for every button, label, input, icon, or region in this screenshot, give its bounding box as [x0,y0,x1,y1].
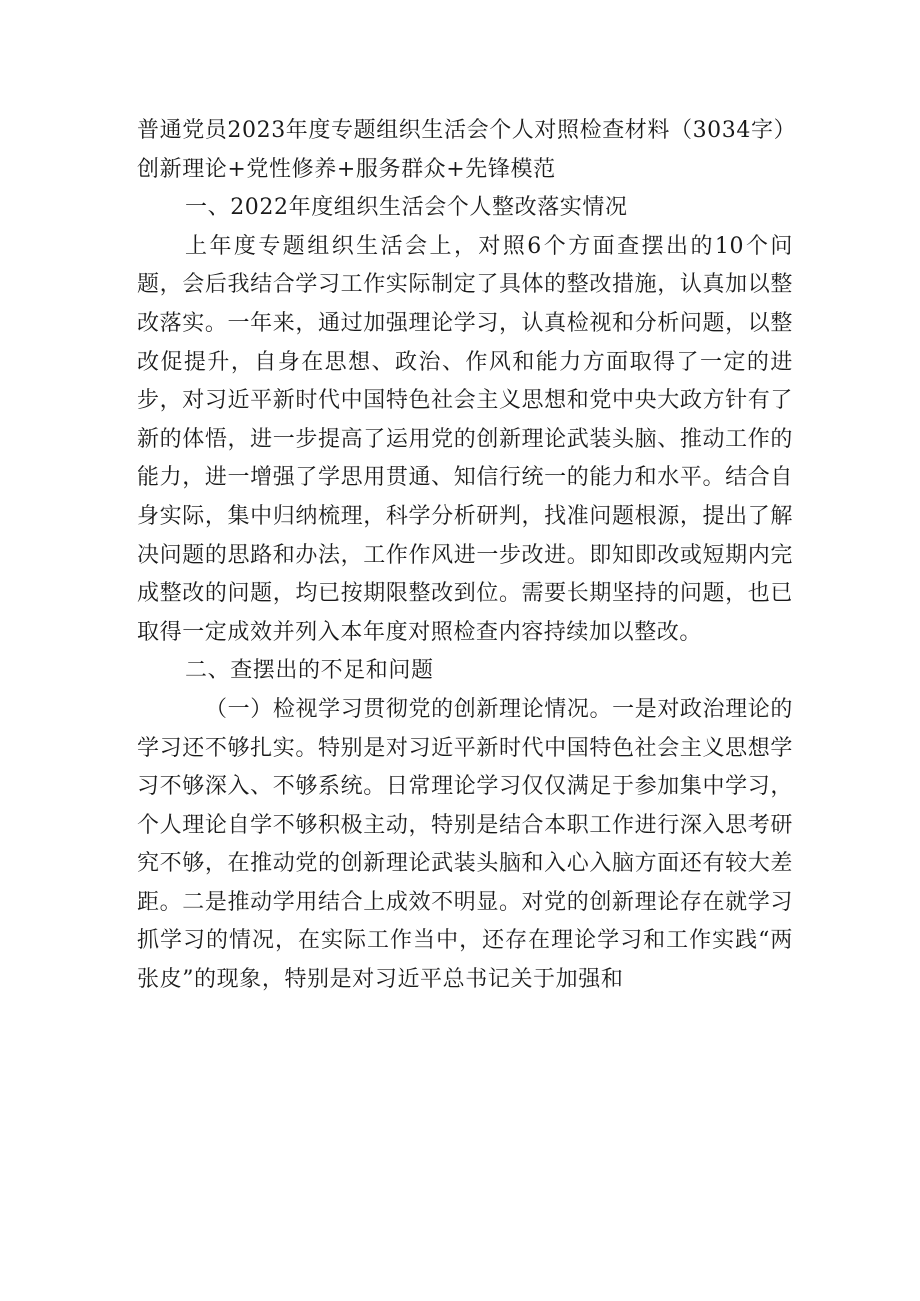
document-title: 普通党员2023年度专题组织生活会个人对照检查材料（3034字） [137,118,797,143]
section-2-heading: 二、查摆出的不足和问题 [185,658,434,684]
section-1-heading: 一、2022年度组织生活会个人整改落实情况 [185,195,628,221]
document-body [137,112,797,1000]
section-1-paragraph: 上年度专题组织生活会上，对照6个方面查摆出的10个问题，会后我结合学习工作实际制定了具体的整改措施，认真加以整改落实。一年来，通过加强理论学习，认真检视和分析问题，以整改促提升，自身在思想、政治、作风和能力方面取得了一定的进步，对习近平新时代中国特色社会主义思想和党中央大政方针有了新的体悟，进一步提高了运用党的创新理论武装头脑、推动工作的能力，进一增强了学思用贯通、知信行统一的能力和水平。结合自身实际，集中归纳梳理，科学分析研判，找准问题根源，提出了解决问题的思路和办法，工作作风进一步改进。即知即改或短期内完成整改的问题，均已按期限整改到位。需要长期坚持的问题，也已取得一定成效并列入本年度对照检查内容持续加以整改。 [137,233,793,645]
document-subtitle: 创新理论+党性修养+服务群众+先锋模范 [137,156,556,182]
section-2-paragraph: （一）检视学习贯彻党的创新理论情况。一是对政治理论的学习还不够扎实。特别是对习近平新时代中国特色社会主义思想学习不够深入、不够系统。日常理论学习仅仅满足于参加集中学习，个人理论自学不够积极主动，特别是结合本职工作进行深入思考研究不够，在推动党的创新理论武装头脑和入心入脑方面还有较大差距。二是推动学用结合上成效不明显。对党的创新理论存在就学习抓学习的情况，在实际工作当中，还存在理论学习和工作实践“两张皮”的现象，特别是对习近平总书记关于加强和 [137,696,793,993]
